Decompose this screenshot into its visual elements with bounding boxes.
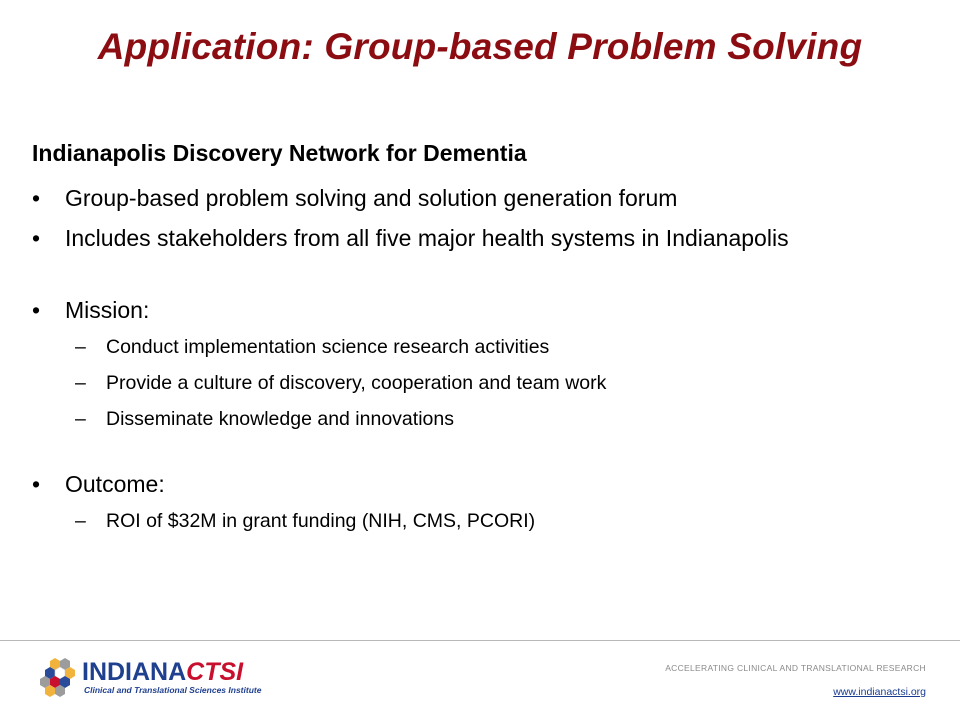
mission-item xyxy=(32,335,936,359)
slide-title: Application: Group-based Problem Solving xyxy=(97,26,863,67)
bullet-marker: • xyxy=(32,471,41,497)
outcome-item-text: ROI of $32M in grant funding (NIH, CMS, PCORI) xyxy=(106,510,536,532)
dash-marker: – xyxy=(75,510,86,532)
outcome-bullet xyxy=(32,469,936,499)
logo-main-text: INDIANA xyxy=(82,658,187,686)
mission-label: Mission: xyxy=(65,297,150,323)
bullet-item xyxy=(32,183,936,213)
mission-bullet xyxy=(32,295,936,325)
bullet-marker: • xyxy=(32,185,41,211)
bullet-text: Group-based problem solving and solution generation forum xyxy=(65,185,678,211)
mission-item xyxy=(32,371,936,395)
dash-marker: – xyxy=(75,336,86,358)
footer-website-link[interactable]: www.indianactsi.org xyxy=(833,686,926,698)
mission-item xyxy=(32,407,936,431)
mission-item-text: Provide a culture of discovery, cooperation and team work xyxy=(106,372,607,394)
outcome-label: Outcome: xyxy=(65,471,165,497)
bullet-marker: • xyxy=(32,297,41,323)
subheading: Indianapolis Discovery Network for Dementia xyxy=(32,140,527,166)
slide-body xyxy=(32,140,936,545)
indiana-ctsi-logo xyxy=(38,655,278,699)
mission-item-text: Conduct implementation science research activities xyxy=(106,336,550,358)
bullet-item xyxy=(32,223,936,253)
svg-text:INDIANACTSI xyxy=(82,658,244,686)
footer-tagline: ACCELERATING CLINICAL AND TRANSLATIONAL RESEARCH xyxy=(665,663,926,673)
hexagon-cluster-icon xyxy=(40,658,75,697)
dash-marker: – xyxy=(75,372,86,394)
bullet-text: Includes stakeholders from all five major health systems in Indianapolis xyxy=(65,225,789,251)
footer-divider xyxy=(0,640,960,641)
outcome-item xyxy=(32,509,936,533)
mission-item-text: Disseminate knowledge and innovations xyxy=(106,408,454,430)
logo-subtitle: Clinical and Translational Sciences Institute xyxy=(84,685,262,695)
dash-marker: – xyxy=(75,408,86,430)
bullet-marker: • xyxy=(32,225,41,251)
logo-accent-text: CTSI xyxy=(186,658,244,686)
